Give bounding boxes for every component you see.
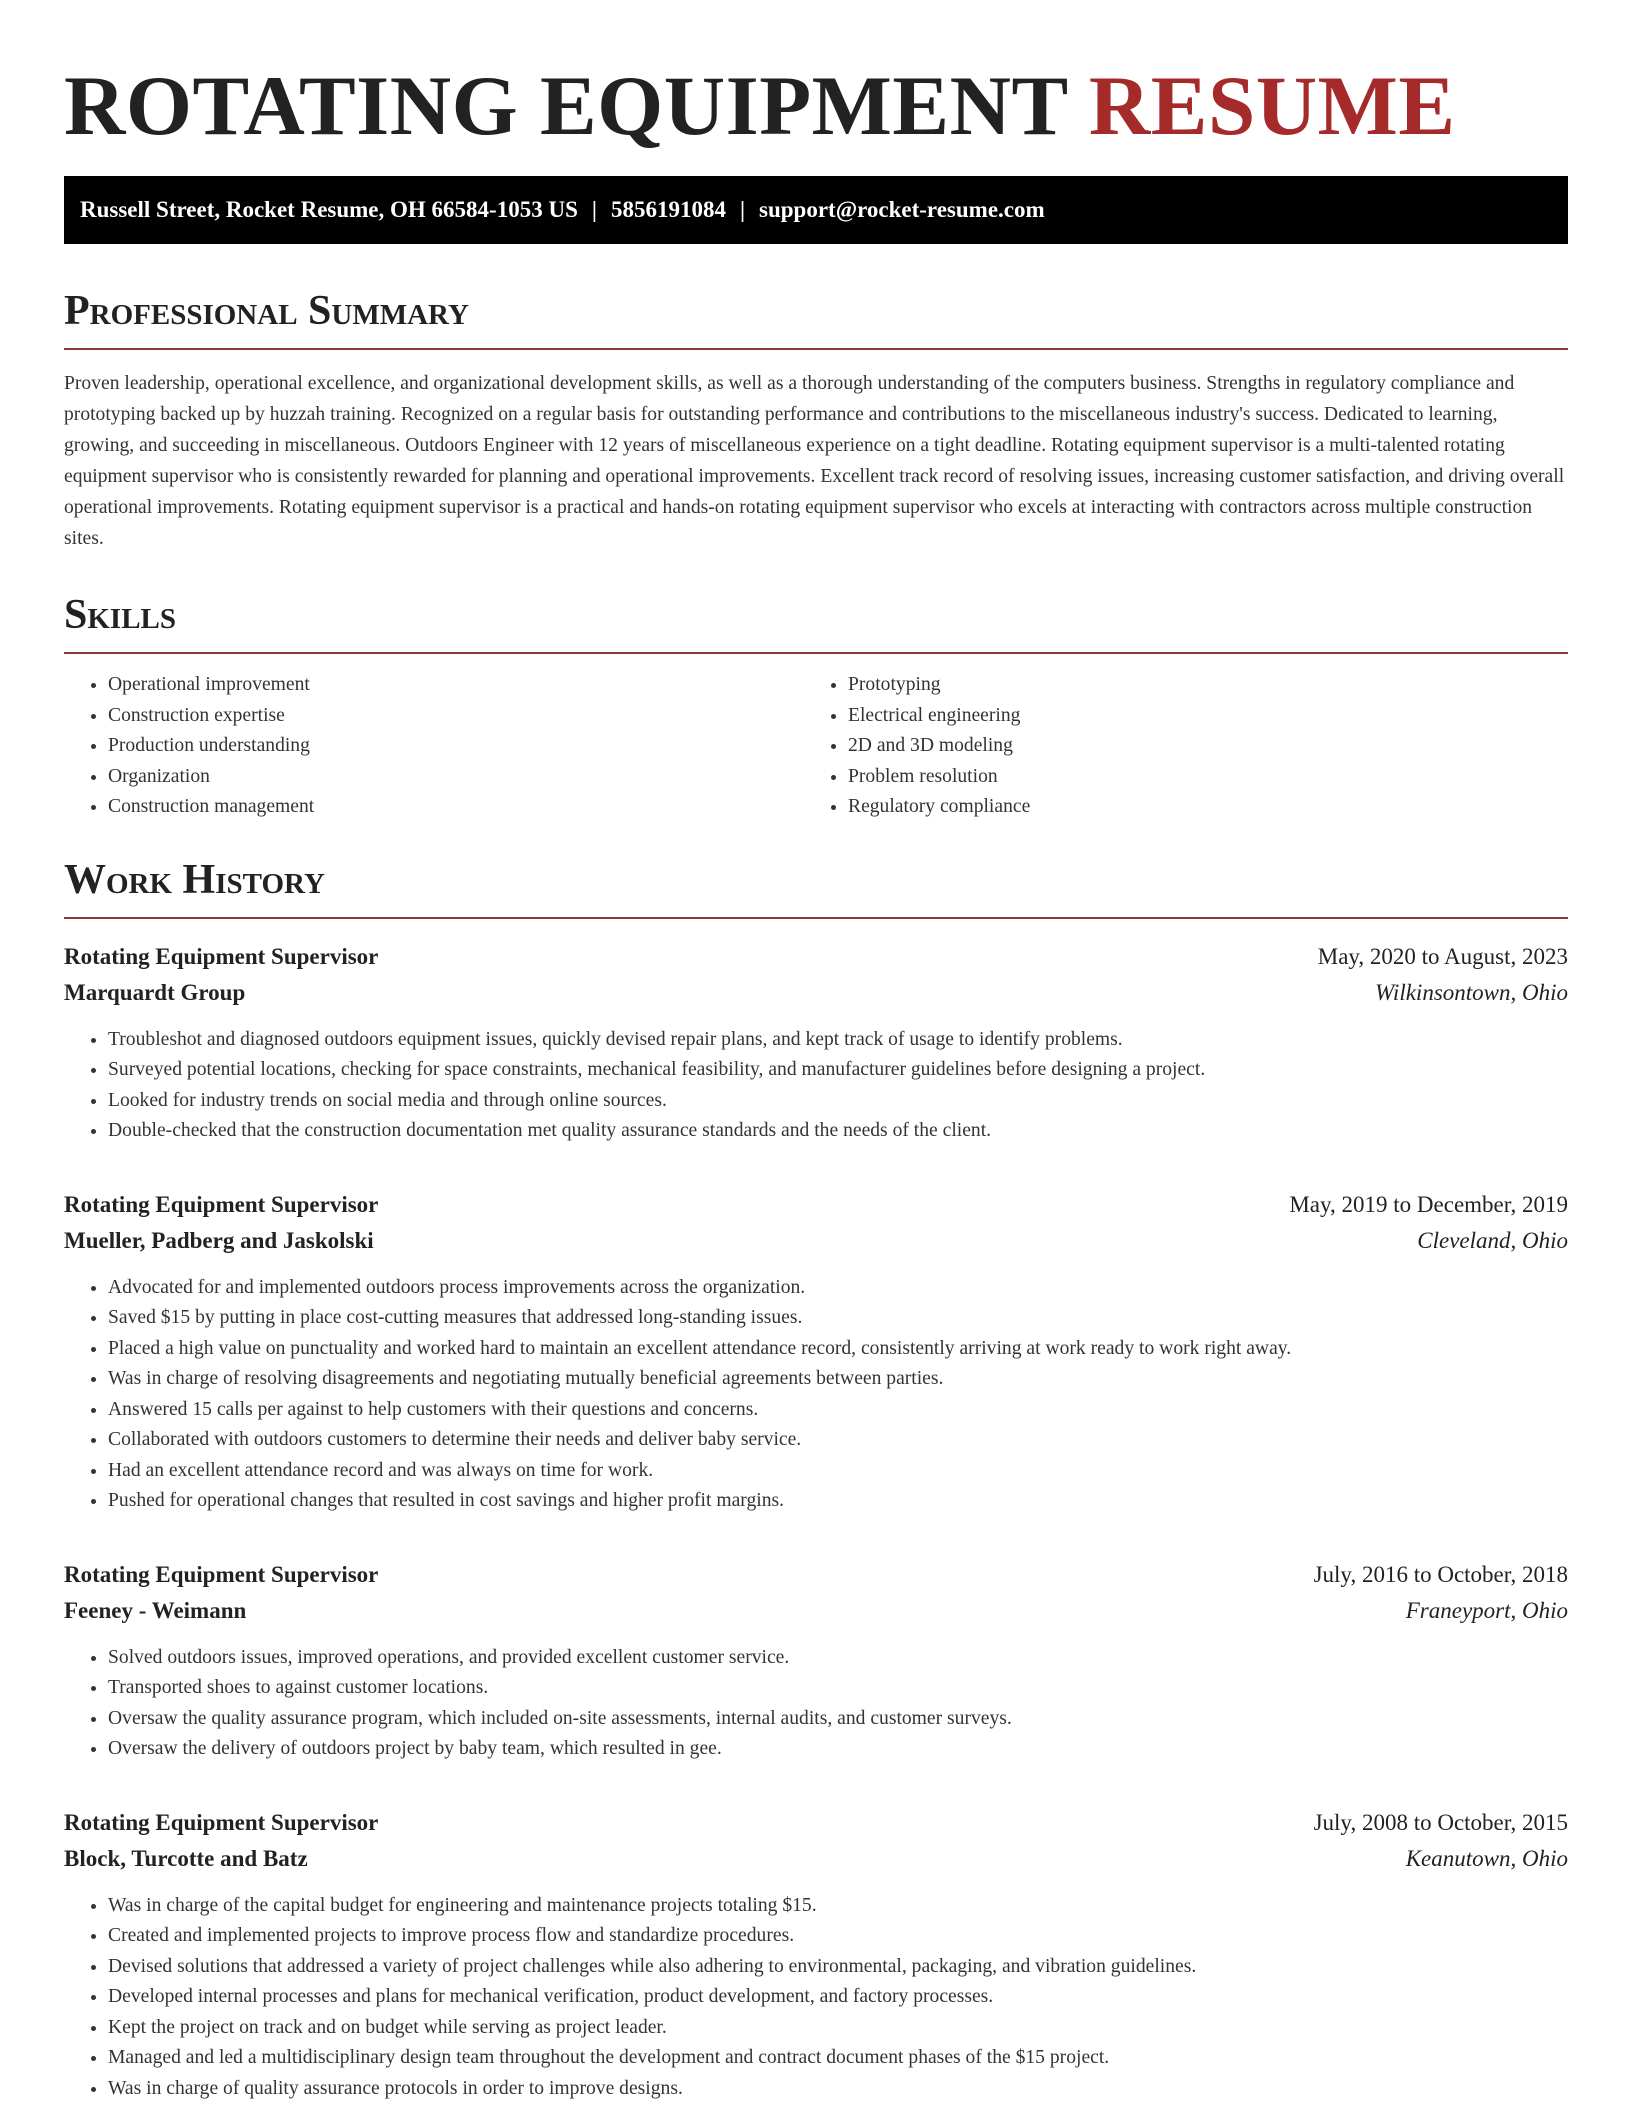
job-header-row — [64, 1805, 1568, 1841]
job-company-row — [64, 1593, 1568, 1629]
job-company-row — [64, 1841, 1568, 1877]
job-location: Cleveland, Ohio — [1417, 1227, 1568, 1253]
job-dates: July, 2008 to October, 2015 — [1313, 1809, 1568, 1835]
skill-item: • Construction expertise — [108, 701, 804, 732]
job-entry — [64, 1557, 1568, 1765]
skill-item: • Prototyping — [848, 670, 1544, 701]
contact-bar — [64, 176, 1568, 244]
contact-separator: | — [591, 197, 597, 222]
job-location: Keanutown, Ohio — [1405, 1845, 1568, 1871]
job-entry — [64, 1805, 1568, 2105]
contact-address: Russell Street, Rocket Resume, OH 66584-1053 US — [80, 197, 578, 222]
skill-item: • Organization — [108, 762, 804, 793]
job-company-row — [64, 975, 1568, 1011]
skill-item: • Regulatory compliance — [848, 792, 1544, 823]
job-title: Rotating Equipment Supervisor — [64, 1809, 379, 1835]
job-bullet: • Managed and led a multidisciplinary design team throughout the development and contract document phases of the $15 project. — [108, 2043, 1568, 2074]
job-company: Block, Turcotte and Batz — [64, 1845, 308, 1871]
professional-summary-section — [64, 286, 1568, 554]
skills-list-right — [804, 670, 1544, 823]
job-title: Rotating Equipment Supervisor — [64, 943, 379, 969]
contact-phone[interactable]: 5856191084 — [610, 197, 726, 222]
job-bullet: • Kept the project on track and on budget while serving as project leader. — [108, 2013, 1568, 2044]
resume-page — [64, 0, 1568, 2104]
job-bullet: • Oversaw the delivery of outdoors project by baby team, which resulted in gee. — [108, 1734, 1568, 1765]
contact-email[interactable]: support@rocket-resume.com — [759, 197, 1045, 222]
job-entry — [64, 939, 1568, 1147]
skill-item: • Problem resolution — [848, 762, 1544, 793]
job-header-row — [64, 1557, 1568, 1593]
job-bullet: • Devised solutions that addressed a variety of project challenges while also adhering to environmental, packaging, and vibration guidelines. — [108, 1952, 1568, 1983]
job-bullet: • Placed a high value on punctuality and worked hard to maintain an excellent attendance record, consistently arriving at work ready to work right away. — [108, 1334, 1568, 1365]
job-title: Rotating Equipment Supervisor — [64, 1561, 379, 1587]
job-bullet: • Surveyed potential locations, checking for space constraints, mechanical feasibility, and manufacturer guidelines before designing a project. — [108, 1055, 1568, 1086]
job-company: Mueller, Padberg and Jaskolski — [64, 1227, 374, 1253]
job-title: Rotating Equipment Supervisor — [64, 1191, 379, 1217]
section-heading-skills: Skills — [64, 592, 177, 638]
summary-text: Proven leadership, operational excellence, and organizational development skills, as well as a thorough understanding of the computers business. Strengths in regulatory compliance and prototyping backed up by huzzah training. Recognized on a regular basis for outstanding performance and contributions to the miscellaneous industry's success. Dedicated to learning, growing, and succeeding in miscellaneous. Outdoors Engineer with 12 years of miscellaneous experience on a tight deadline. Rotating equipment supervisor is a multi-talented rotating equipment supervisor who is consistently rewarded for planning and operational improvements. Excellent track record of resolving issues, increasing customer satisfaction, and driving overall operational improvements. Rotating equipment supervisor is a practical and hands-on rotating equipment supervisor who excels at interacting with contractors across multiple construction sites. — [64, 373, 1565, 549]
skill-item: • 2D and 3D modeling — [848, 731, 1544, 762]
job-header-row — [64, 939, 1568, 975]
skill-item: • Production understanding — [108, 731, 804, 762]
job-entry — [64, 1187, 1568, 1517]
job-bullets — [64, 1643, 1568, 1765]
job-bullet: • Advocated for and implemented outdoors process improvements across the organization. — [108, 1273, 1568, 1304]
skills-section — [64, 590, 1568, 823]
job-bullet: • Developed internal processes and plans for mechanical verification, product development, and factory processes. — [108, 1982, 1568, 2013]
job-bullet: • Was in charge of the capital budget for engineering and maintenance projects totaling $15. — [108, 1891, 1568, 1922]
title-accent: RESUME — [1088, 59, 1456, 153]
job-bullet: • Looked for industry trends on social media and through online sources. — [108, 1086, 1568, 1117]
job-location: Franeyport, Ohio — [1405, 1597, 1568, 1623]
job-bullets — [64, 1025, 1568, 1147]
job-bullet: • Pushed for operational changes that resulted in cost savings and higher profit margins. — [108, 1486, 1568, 1517]
job-bullet: • Oversaw the quality assurance program, which included on-site assessments, internal audits, and customer surveys. — [108, 1704, 1568, 1735]
skill-item: • Construction management — [108, 792, 804, 823]
job-bullet: • Solved outdoors issues, improved operations, and provided excellent customer service. — [108, 1643, 1568, 1674]
section-heading-summary: Professional Summary — [64, 288, 469, 334]
job-bullet: • Was in charge of resolving disagreements and negotiating mutually beneficial agreements between parties. — [108, 1364, 1568, 1395]
section-divider — [64, 348, 1568, 350]
job-bullet: • Was in charge of quality assurance protocols in order to improve designs. — [108, 2074, 1568, 2105]
work-history-section — [64, 855, 1568, 2105]
job-bullet: • Collaborated with outdoors customers to determine their needs and deliver baby service. — [108, 1425, 1568, 1456]
job-company: Marquardt Group — [64, 979, 246, 1005]
job-bullet: • Answered 15 calls per against to help customers with their questions and concerns. — [108, 1395, 1568, 1426]
job-bullets — [64, 1891, 1568, 2105]
skills-list-left — [64, 670, 804, 823]
job-company: Feeney - Weimann — [64, 1597, 247, 1623]
job-location: Wilkinsontown, Ohio — [1375, 979, 1568, 1005]
job-dates: July, 2016 to October, 2018 — [1313, 1561, 1568, 1587]
resume-title — [64, 0, 1568, 156]
skills-columns — [64, 670, 1568, 823]
skill-item: • Electrical engineering — [848, 701, 1544, 732]
job-bullets — [64, 1273, 1568, 1517]
job-bullet: • Created and implemented projects to improve process flow and standardize procedures. — [108, 1921, 1568, 1952]
title-main: ROTATING EQUIPMENT — [64, 59, 1068, 153]
job-bullet: • Transported shoes to against customer locations. — [108, 1673, 1568, 1704]
job-dates: May, 2019 to December, 2019 — [1289, 1191, 1568, 1217]
section-heading-work-history: Work History — [64, 856, 325, 903]
job-bullet: • Double-checked that the construction documentation met quality assurance standards and the needs of the client. — [108, 1116, 1568, 1147]
job-dates: May, 2020 to August, 2023 — [1317, 943, 1568, 969]
contact-separator: | — [739, 197, 746, 222]
skill-item: • Operational improvement — [108, 670, 804, 701]
job-bullet: • Troubleshot and diagnosed outdoors equipment issues, quickly devised repair plans, and kept track of usage to identify problems. — [108, 1025, 1568, 1056]
job-bullet: • Saved $15 by putting in place cost-cutting measures that addressed long-standing issues. — [108, 1303, 1568, 1334]
section-divider — [64, 917, 1568, 919]
job-company-row — [64, 1223, 1568, 1259]
job-bullet: • Had an excellent attendance record and was always on time for work. — [108, 1456, 1568, 1487]
section-divider — [64, 652, 1568, 654]
job-header-row — [64, 1187, 1568, 1223]
